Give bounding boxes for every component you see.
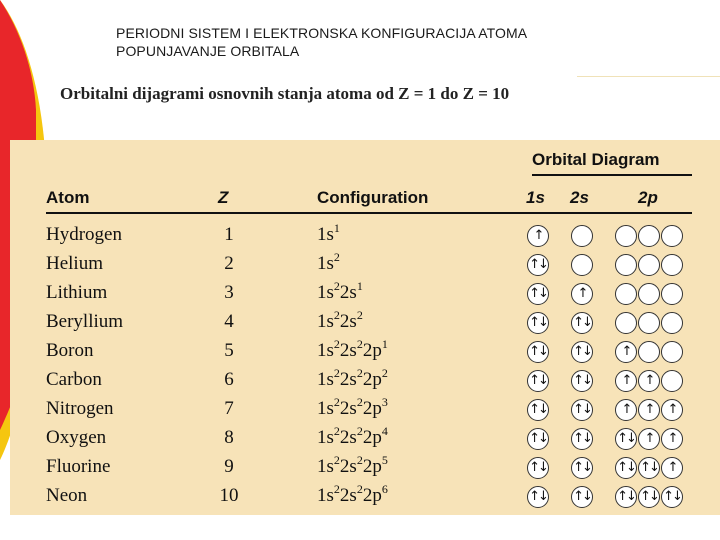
orbital-2p-z-electrons: ↑: [667, 460, 677, 475]
atom-name: Fluorine: [46, 456, 111, 477]
subshell-label: 2p: [362, 398, 382, 419]
atomic-number: 7: [224, 398, 234, 419]
header-rule: [46, 212, 692, 214]
orbital-2p-z: [661, 370, 683, 392]
electron-configuration: [317, 424, 388, 449]
electron-configuration: [317, 395, 388, 420]
orbital-1s: [527, 399, 549, 421]
orbital-2s-electrons: ↑↓: [573, 344, 591, 359]
orbital-1s-electrons: ↑↓: [529, 286, 547, 301]
electron-count: 1: [381, 337, 388, 351]
electron-count: 3: [381, 395, 388, 409]
atom-name: Neon: [46, 485, 88, 506]
atom-name: Helium: [46, 253, 103, 274]
orbital-2p-y-electrons: [639, 226, 659, 246]
orbital-2p-y-electrons: ↑: [644, 402, 654, 417]
electron-count: 2: [356, 453, 363, 467]
electron-count: 2: [333, 337, 340, 351]
electron-configuration: [317, 279, 363, 304]
electron-count: 2: [356, 482, 363, 496]
orbital-2p-z-electrons: [662, 284, 682, 304]
col-header-configuration: Configuration: [317, 188, 429, 207]
slide-header: [116, 24, 527, 60]
orbital-2p-x: [615, 341, 637, 363]
orbital-1s-electrons: ↑↓: [529, 402, 547, 417]
orbital-2p-y: [638, 370, 660, 392]
orbital-2s-electrons: ↑↓: [573, 402, 591, 417]
top-divider-line: [577, 76, 720, 77]
orbital-2s: [571, 312, 593, 334]
orbital-2p-x-electrons: [616, 313, 636, 333]
col-header-z: Z: [218, 188, 229, 207]
orbital-2p-y-electrons: [639, 313, 659, 333]
electron-count: 2: [356, 366, 363, 380]
subshell-label: 1s: [317, 311, 334, 332]
orbital-1s: [527, 370, 549, 392]
orbital-2p-x: [615, 399, 637, 421]
orbital-2p-z: [661, 341, 683, 363]
orbital-2p-y-electrons: ↑: [644, 431, 654, 446]
orbital-2p-y: [638, 225, 660, 247]
orbital-2p-y: [638, 254, 660, 276]
orbital-2p-x-electrons: ↑↓: [617, 460, 635, 475]
electron-count: 4: [381, 424, 388, 438]
orbital-1s: [527, 225, 549, 247]
orbital-1s-electrons: ↑↓: [529, 489, 547, 504]
atomic-number: 4: [224, 311, 234, 332]
subshell-label: 2s: [339, 427, 357, 448]
orbital-2p-y: [638, 486, 660, 508]
electron-configuration: [317, 453, 388, 478]
atom-name: Lithium: [46, 282, 108, 303]
orbital-2p-x-electrons: [616, 255, 636, 275]
subshell-label: 2s: [339, 398, 357, 419]
subshell-label: 2s: [339, 456, 357, 477]
subshell-label: 1s: [317, 485, 334, 506]
atomic-number: 8: [224, 427, 234, 448]
electron-count: 2: [333, 482, 340, 496]
header-title-line-2: POPUNJAVANJE ORBITALA: [116, 43, 300, 59]
orbital-2p-z-electrons: [662, 226, 682, 246]
atomic-number: 1: [224, 224, 234, 245]
orbital-2p-y: [638, 428, 660, 450]
orbital-2p-y-electrons: ↑↓: [640, 489, 658, 504]
col-header-atom: Atom: [46, 188, 90, 207]
orbital-2p-z-electrons: [662, 313, 682, 333]
electron-configuration: [317, 221, 340, 246]
electron-count: 2: [381, 366, 388, 380]
orbital-2s-electrons: ↑↓: [573, 460, 591, 475]
orbital-diagram-rule: [532, 174, 692, 176]
orbital-2p-z-electrons: ↑: [667, 431, 677, 446]
electron-count: 2: [356, 308, 363, 322]
orbital-2p-z: [661, 428, 683, 450]
orbital-2s-electrons: ↑: [577, 286, 587, 301]
orbital-2p-z: [661, 283, 683, 305]
electron-count: 5: [381, 453, 388, 467]
col-header-1s: 1s: [526, 188, 545, 207]
electron-configuration: [317, 366, 388, 391]
atomic-number: 5: [224, 340, 234, 361]
orbital-2p-y-electrons: [639, 255, 659, 275]
orbital-2p-y-electrons: [639, 284, 659, 304]
orbital-2p-x-electrons: ↑: [621, 344, 631, 359]
atom-name: Boron: [46, 340, 94, 361]
orbital-2p-x: [615, 283, 637, 305]
orbital-2s: [571, 254, 593, 276]
subshell-label: 2s: [339, 485, 357, 506]
orbital-1s-electrons: ↑↓: [529, 373, 547, 388]
subshell-label: 1s: [317, 398, 334, 419]
subshell-label: 1s: [317, 369, 334, 390]
subshell-label: 2p: [362, 369, 382, 390]
table-subtitle: Orbitalni dijagrami osnovnih stanja atoma od Z = 1 do Z = 10: [60, 84, 510, 103]
atomic-number: 2: [224, 253, 234, 274]
orbital-2p-z: [661, 312, 683, 334]
atomic-number: 10: [219, 485, 239, 506]
subshell-label: 1s: [317, 253, 334, 274]
orbital-2p-z: [661, 254, 683, 276]
orbital-2p-z-electrons: ↑↓: [663, 489, 681, 504]
orbital-2s: [571, 225, 593, 247]
orbital-2p-z: [661, 457, 683, 479]
subshell-label: 1s: [317, 456, 334, 477]
orbital-2p-y: [638, 283, 660, 305]
subshell-label: 1s: [317, 282, 334, 303]
orbital-1s: [527, 428, 549, 450]
orbital-2p-x: [615, 428, 637, 450]
orbital-1s-electrons: ↑: [533, 228, 543, 243]
orbital-1s: [527, 341, 549, 363]
orbital-1s-electrons: ↑↓: [529, 257, 547, 272]
electron-count: 2: [333, 308, 340, 322]
atom-name: Oxygen: [46, 427, 107, 448]
orbital-2p-x: [615, 312, 637, 334]
electron-count: 1: [356, 279, 363, 293]
subshell-label: 2s: [339, 282, 357, 303]
orbital-2s-electrons: [572, 226, 592, 246]
orbital-2p-x: [615, 370, 637, 392]
orbital-2s: [571, 341, 593, 363]
orbital-table-panel: [10, 140, 720, 515]
subshell-label: 1s: [317, 340, 334, 361]
orbital-1s: [527, 312, 549, 334]
orbital-2s-electrons: ↑↓: [573, 431, 591, 446]
orbital-2p-z: [661, 486, 683, 508]
orbital-2s-electrons: ↑↓: [573, 489, 591, 504]
orbital-2p-z: [661, 399, 683, 421]
electron-count: 1: [333, 221, 340, 235]
orbital-1s: [527, 283, 549, 305]
electron-count: 2: [356, 337, 363, 351]
orbital-1s: [527, 457, 549, 479]
orbital-2s: [571, 428, 593, 450]
orbital-2p-y: [638, 312, 660, 334]
orbital-2s: [571, 399, 593, 421]
orbital-2p-x-electrons: ↑↓: [617, 431, 635, 446]
orbital-diagram-heading: Orbital Diagram: [532, 150, 660, 169]
orbital-2p-z-electrons: ↑: [667, 402, 677, 417]
electron-configuration: [317, 250, 340, 275]
orbital-2s: [571, 457, 593, 479]
orbital-2s-electrons: ↑↓: [573, 373, 591, 388]
electron-configuration: [317, 337, 388, 362]
subshell-label: 2s: [339, 340, 357, 361]
col-header-2p: 2p: [638, 188, 658, 207]
electron-count: 2: [333, 395, 340, 409]
orbital-2p-y-electrons: [639, 342, 659, 362]
subshell-label: 1s: [317, 427, 334, 448]
orbital-2p-x-electrons: ↑: [621, 402, 631, 417]
subshell-label: 1s: [317, 224, 334, 245]
atom-name: Carbon: [46, 369, 102, 390]
col-header-2s: 2s: [570, 188, 589, 207]
subshell-label: 2p: [362, 427, 382, 448]
subshell-label: 2s: [339, 369, 357, 390]
orbital-1s-electrons: ↑↓: [529, 315, 547, 330]
subshell-label: 2s: [339, 311, 357, 332]
orbital-2p-z-electrons: [662, 371, 682, 391]
electron-configuration: [317, 308, 363, 333]
header-title-line-1: PERIODNI SISTEM I ELEKTRONSKA KONFIGURACIJA ATOMA: [116, 25, 528, 41]
orbital-2s-electrons: [572, 255, 592, 275]
electron-count: 2: [356, 395, 363, 409]
orbital-2p-x: [615, 486, 637, 508]
atom-name: Beryllium: [46, 311, 124, 332]
orbital-2p-z-electrons: [662, 255, 682, 275]
atom-name: Hydrogen: [46, 224, 122, 245]
atomic-number: 3: [224, 282, 234, 303]
atomic-number: 6: [224, 369, 234, 390]
subshell-label: 2p: [362, 485, 382, 506]
orbital-2p-y: [638, 341, 660, 363]
electron-count: 2: [333, 279, 340, 293]
electron-count: 6: [381, 482, 388, 496]
orbital-2s: [571, 486, 593, 508]
orbital-2s-electrons: ↑↓: [573, 315, 591, 330]
subshell-label: 2p: [362, 456, 382, 477]
orbital-2s: [571, 283, 593, 305]
orbital-2p-x: [615, 254, 637, 276]
electron-configuration: [317, 482, 388, 507]
orbital-2p-z: [661, 225, 683, 247]
orbital-1s: [527, 486, 549, 508]
electron-count: 2: [333, 250, 340, 264]
electron-count: 2: [356, 424, 363, 438]
orbital-1s-electrons: ↑↓: [529, 344, 547, 359]
atom-name: Nitrogen: [46, 398, 114, 419]
orbital-2p-y: [638, 399, 660, 421]
orbital-2p-z-electrons: [662, 342, 682, 362]
orbital-2p-x: [615, 225, 637, 247]
orbital-2p-x-electrons: ↑↓: [617, 489, 635, 504]
orbital-2p-y-electrons: ↑↓: [640, 460, 658, 475]
orbital-1s-electrons: ↑↓: [529, 431, 547, 446]
orbital-2p-x-electrons: ↑: [621, 373, 631, 388]
electron-count: 2: [333, 424, 340, 438]
orbital-1s: [527, 254, 549, 276]
orbital-2p-y: [638, 457, 660, 479]
subshell-label: 2p: [362, 340, 382, 361]
orbital-2s: [571, 370, 593, 392]
orbital-2p-x-electrons: [616, 284, 636, 304]
orbital-2p-x: [615, 457, 637, 479]
electron-count: 2: [333, 453, 340, 467]
atomic-number: 9: [224, 456, 234, 477]
electron-count: 2: [333, 366, 340, 380]
orbital-2p-x-electrons: [616, 226, 636, 246]
orbital-1s-electrons: ↑↓: [529, 460, 547, 475]
orbital-2p-y-electrons: ↑: [644, 373, 654, 388]
